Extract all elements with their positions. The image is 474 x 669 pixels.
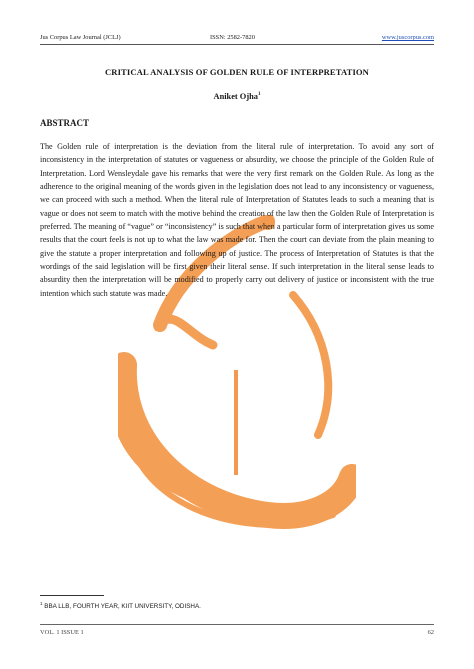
abstract-paragraph: The Golden rule of interpretation is the deviation from the literal rule of interpretation. To avoid any sort of inconsistency in the interpretation of statutes or vagueness or absurdity, we choose the principle of the Golden Rule of Interpretation. Lord Wensleydale gave his remarks that were the very first remark on the Golden Rule. As long as the adherence to the original meaning of the words given in the legislation does not lead to any inconsistency or vagueness, we can proceed with such a method. When the literal rule of Interpretation of Statutes leads to such a meaning that is vague or does not seem to match with the motive behind the creation of the law then the Golden Rule of Interpretation is preferred. The meaning of “vague” or “inconsistency” is such that when a particular form of interpretation gives us some results that the court feels is not up to what the law was made for. Then the court can deviate from the plain meaning to give the statute a proper interpretation and following up of justice. The process of Interpretation of Statutes is that the wordings of the said legislation will be first given their literal sense. If such interpretation in the literal sense leads to absurdity then the interpretation will be modified to properly carry out delivery of justice or inconsistent with the true intention which such statute was made. xyxy=(40,142,434,298)
abstract-heading: ABSTRACT xyxy=(40,118,90,128)
footer-divider xyxy=(40,624,434,625)
page-number: 62 xyxy=(427,629,434,636)
journal-website-link[interactable]: www.juscorpus.com xyxy=(381,34,434,41)
footnote-divider xyxy=(40,595,104,596)
author-line xyxy=(40,92,434,101)
footnote-text: BBA LLB, FOURTH YEAR, KIIT UNIVERSITY, ODISHA. xyxy=(42,603,201,611)
footnote xyxy=(40,601,201,610)
issn-number: ISSN: 2582-7820 xyxy=(210,34,255,41)
journal-name: Jus Corpus Law Journal (JCLJ) xyxy=(40,34,121,41)
volume-issue: VOL. 1 ISSUE 1 xyxy=(40,629,84,636)
author-footnote-marker: 1 xyxy=(257,92,261,98)
header-divider xyxy=(40,44,434,45)
article-title: CRITICAL ANALYSIS OF GOLDEN RULE OF INTERPRETATION xyxy=(105,67,369,77)
author-name: Aniket Ojha xyxy=(213,92,258,101)
footnote-marker: 1 xyxy=(40,601,43,606)
